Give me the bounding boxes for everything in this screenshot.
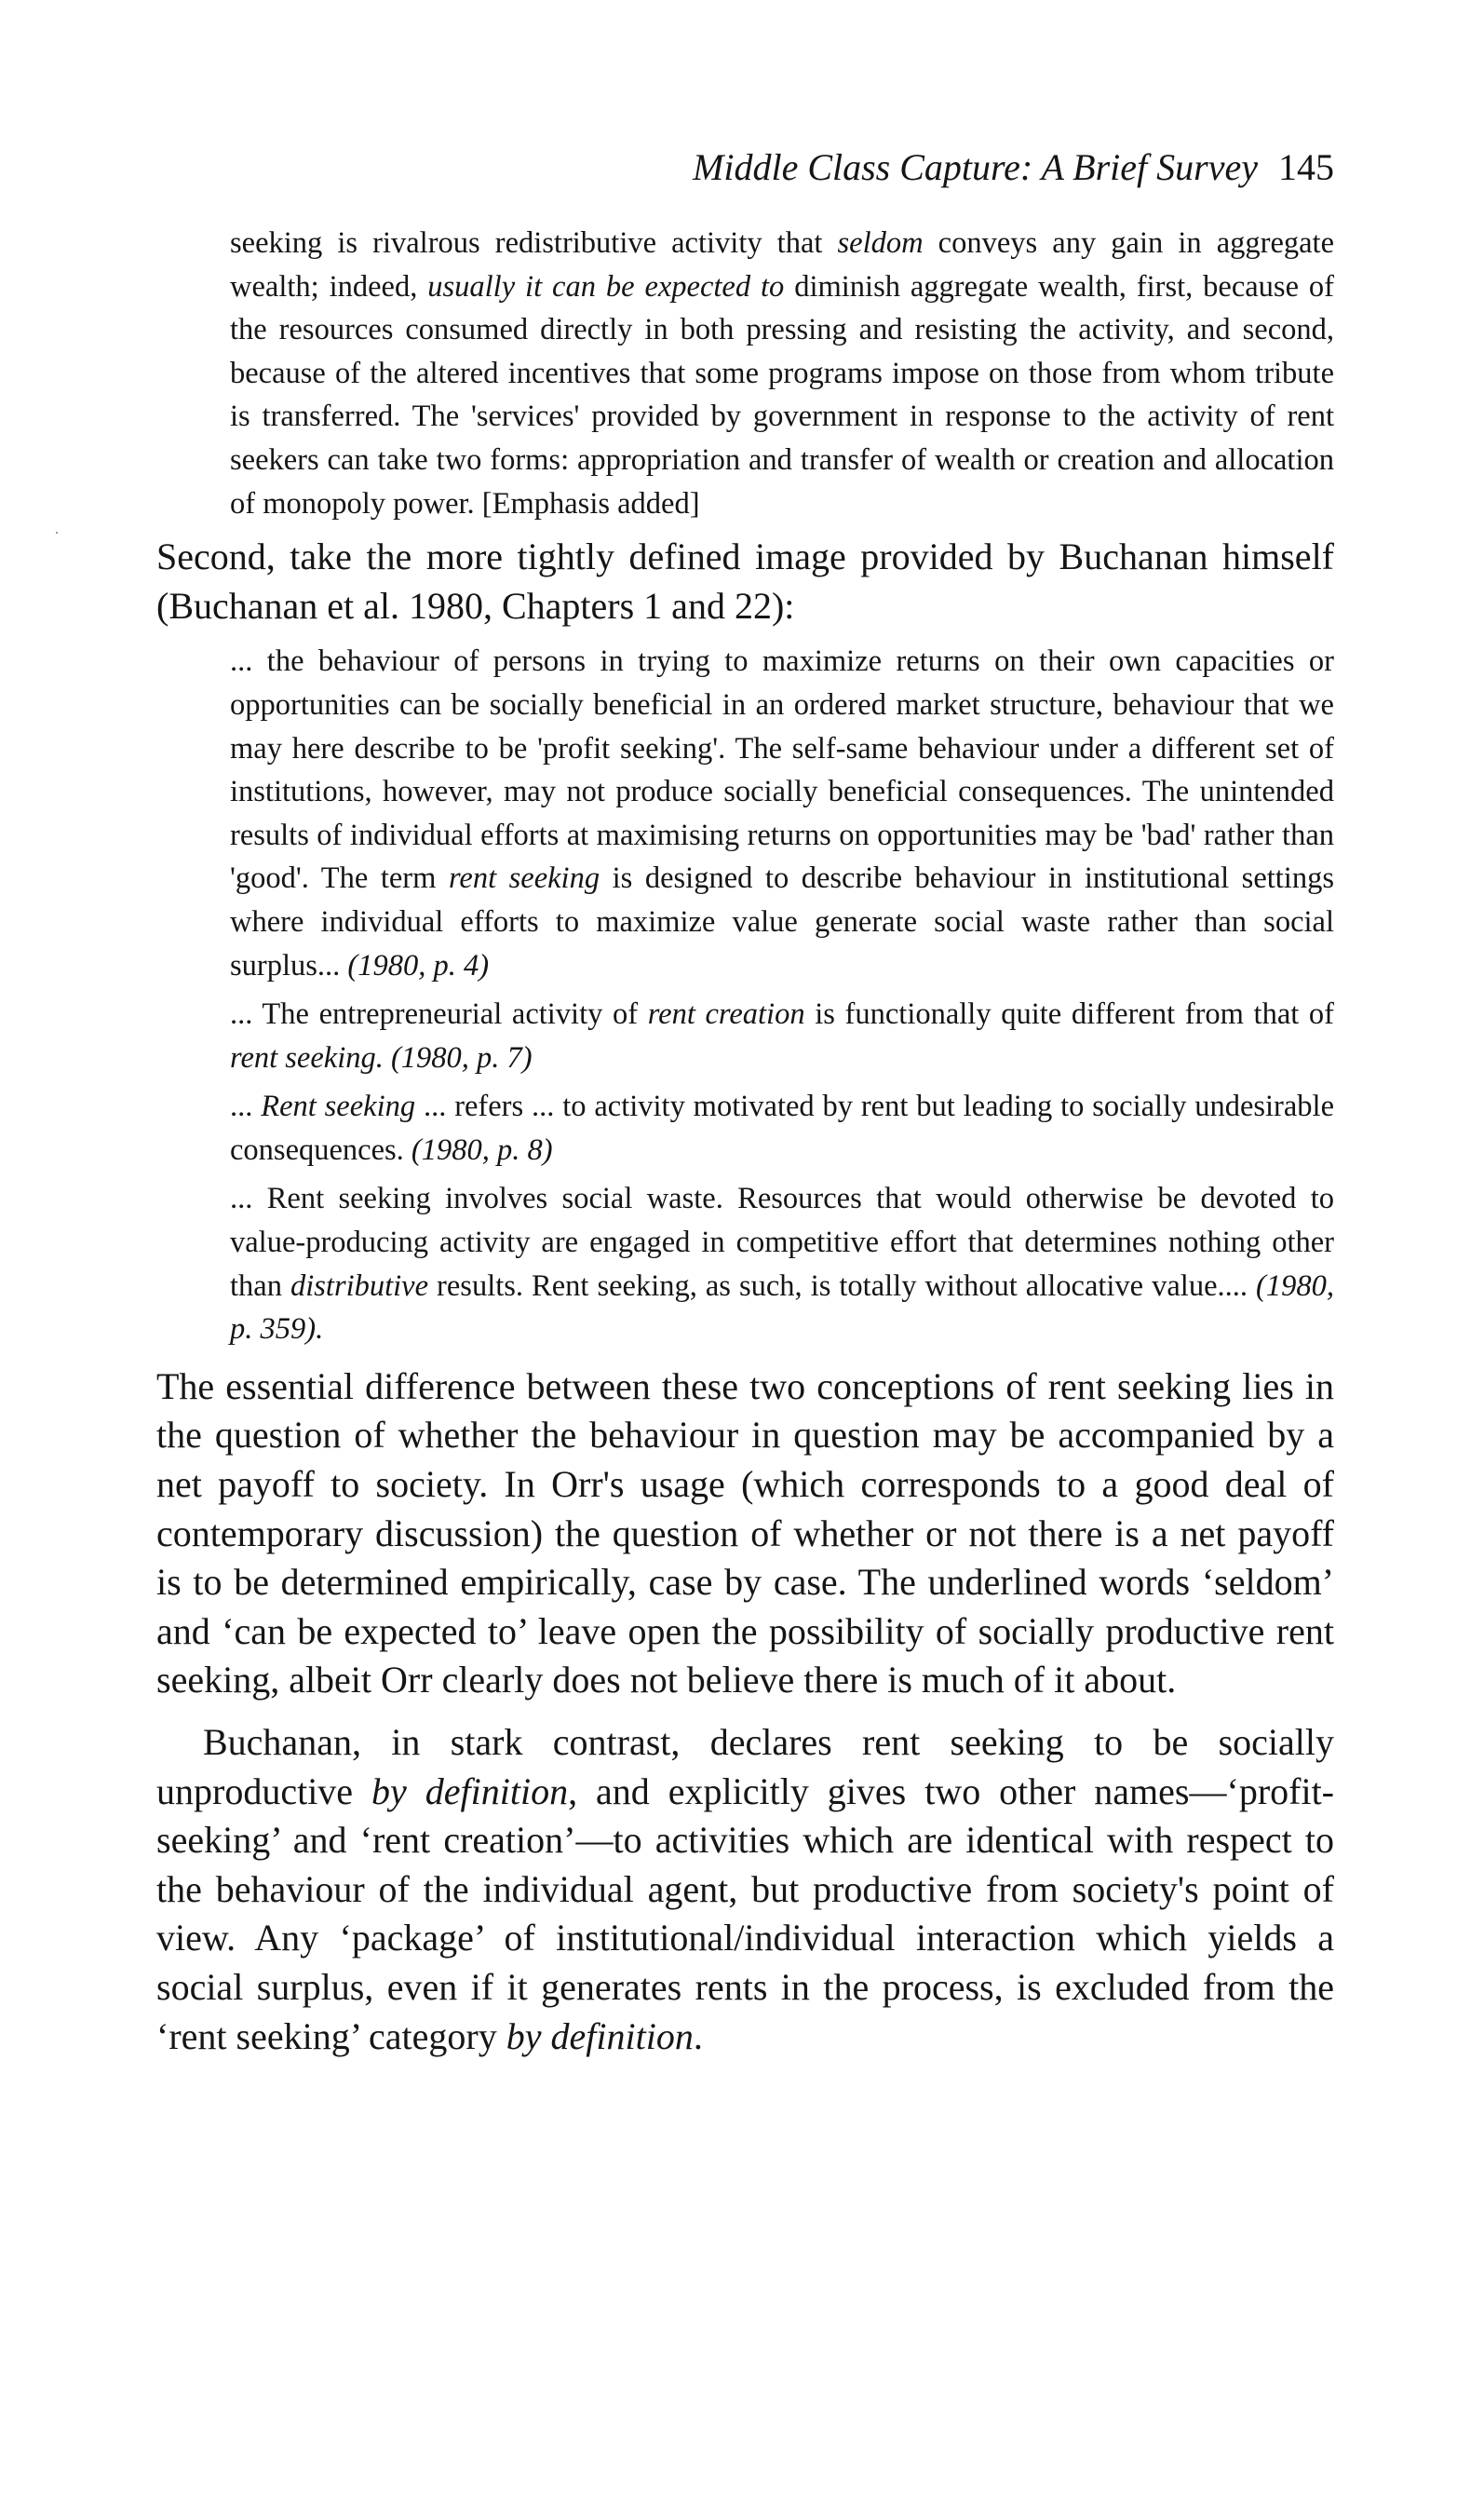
emphasis-distributive: distributive <box>290 1268 429 1303</box>
running-head <box>156 140 1334 196</box>
quote-text: conveys any gain in aggregate wealth; indeed, <box>230 226 1334 304</box>
citation: (1980, p. 7) <box>383 1040 533 1075</box>
buchanan-contrast-paragraph <box>156 1718 1334 2061</box>
orr-quote-paragraph <box>230 222 1334 525</box>
emphasis-rent-seeking: rent seeking. <box>230 1040 384 1075</box>
quote-text: is functionally quite different from that of <box>804 997 1334 1032</box>
emphasis-rent-creation: rent creation <box>647 997 805 1032</box>
quote-text: diminish aggregate wealth, first, because of the resources consumed directly in both pressing and resisting the activity, and second, because of the altered incentives that some programs impose on those from whom tribute is transferred. The 'services' provided by government in response to the activity of rent seekers can take two forms: appropriation and transfer of wealth or creation and allocation of monopoly power. [Emphasis added] <box>230 269 1334 521</box>
emphasis-rent-seeking: rent seeking <box>448 861 600 896</box>
intro-paragraph: Second, take the more tightly defined image provided by Buchanan himself (Buchanan et al. 1980, Chapters 1 and 22): <box>156 535 1334 627</box>
running-head-title: Middle Class Capture: A Brief Survey <box>693 146 1258 188</box>
emphasis-rent-seeking: Rent seeking <box>261 1090 416 1124</box>
emphasis-seldom: seldom <box>837 226 924 260</box>
emphasis-by-definition: by definition <box>506 2014 694 2057</box>
buchanan-quote-2 <box>230 993 1334 1079</box>
quote-text: results. Rent seeking, as such, is totally without allocative value.... <box>428 1268 1257 1303</box>
citation: (1980, p. 4) <box>347 948 490 983</box>
quote-text: ... refers ... to activity motivated by rent but leading to socially undesirable consequences. <box>230 1090 1335 1167</box>
citation: (1980, p. 359). <box>230 1268 1334 1347</box>
paragraph-text: . <box>693 2014 703 2057</box>
paragraph-text: , and explicitly gives two other names—‘profit-seeking’ and ‘rent creation’—to activities which are identical with respect to the behaviour of the individual agent, but productive from society's point of view. Any ‘package’ of institutional/individual interaction which yields a social surplus, even if it generates rents in the process, is excluded from the ‘rent seeking’ category <box>156 1769 1334 2057</box>
buchanan-quote-1 <box>230 640 1334 987</box>
page-body <box>156 222 1334 2061</box>
quote-text: ... <box>230 1090 262 1124</box>
orr-block-quote <box>230 222 1334 525</box>
difference-paragraph: The essential difference between these two conceptions of rent seeking lies in the question of whether the behaviour in question may be accompanied by a net payoff to society. In Orr's usage (which corresponds to a good deal of contemporary discussion) the question of whether or not there is a net payoff is to be determined empirically, case by case. The underlined words ‘seldom’ and ‘can be expected to’ leave open the possibility of socially productive rent seeking, albeit Orr clearly does not believe there is much of it about. <box>156 1364 1334 1701</box>
margin-speck <box>56 532 58 534</box>
quote-text: ... The entrepreneurial activity of <box>230 997 648 1032</box>
quote-text: is designed to describe behaviour in institutional settings where individual efforts to maximize value generate social waste rather than social surplus... <box>230 861 1334 983</box>
page-number: 145 <box>1278 146 1334 188</box>
buchanan-quote-4 <box>230 1177 1334 1350</box>
quote-text: seeking is rivalrous redistributive activity that <box>230 226 838 260</box>
buchanan-quote-3 <box>230 1085 1334 1172</box>
emphasis-expected: usually it can be expected to <box>427 269 785 304</box>
quote-text: ... Rent seeking involves social waste. Resources that would otherwise be devoted to value-producing activity are engaged in competitive effort that determines nothing other than <box>230 1182 1334 1303</box>
paragraph-text: Buchanan, in stark contrast, declares rent seeking to be socially unproductive <box>156 1721 1334 1812</box>
quote-text: ... the behaviour of persons in trying to maximize returns on their own capacities or opportunities can be socially beneficial in an ordered market structure, behaviour that we may here describe to be 'profit seeking'. The self-same behaviour under a different set of institutions, however, may not produce socially beneficial consequences. The unintended results of individual efforts at maximising returns on opportunities may be 'bad' rather than 'good'. The term <box>230 644 1334 896</box>
citation: (1980, p. 8) <box>411 1132 553 1167</box>
buchanan-block-quote <box>230 640 1334 1351</box>
emphasis-by-definition: by definition <box>371 1769 569 1812</box>
